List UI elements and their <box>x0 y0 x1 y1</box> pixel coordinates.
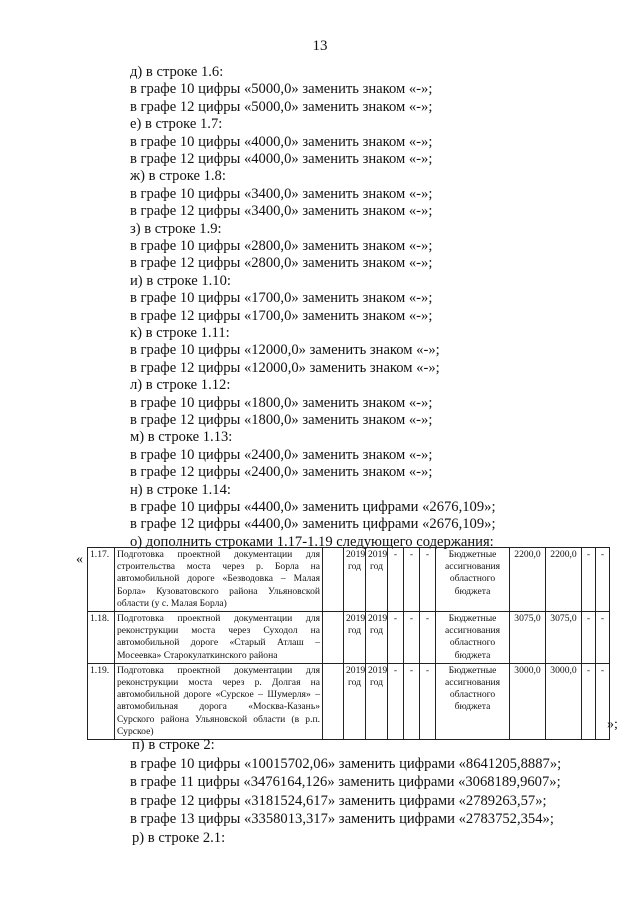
description-cell: Подготовка проектной документации для реконструкции моста через Суходол на автомобильной дороге «Старый Атлаш – Мосеевка» Старокулаткинского района <box>115 612 323 664</box>
instruction-line: н) в строке 1.14: <box>130 481 231 498</box>
row-number-cell: 1.19. <box>88 663 115 739</box>
empty-cell <box>323 612 344 664</box>
description-cell: Подготовка проектной документации для строительства моста через р. Борла на автомобильной дороге «Безводовка – Малая Борла» Кузоватовского района Ульяновской области (у с. Малая Борла) <box>115 548 323 612</box>
instruction-line: в графе 10 цифры «1700,0» заменить знаком «-»; <box>130 290 433 307</box>
dash-cell: - <box>388 663 404 739</box>
instruction-line: в графе 12 цифры «3181524,617» заменить цифрами «2789263,57»; <box>130 792 547 809</box>
instruction-line: о) дополнить строками 1.17-1.19 следующего содержания: <box>130 533 494 550</box>
row-number-cell: 1.17. <box>88 548 115 612</box>
amount-total-cell: 2200,0 <box>510 548 546 612</box>
dash-cell: - <box>582 612 596 664</box>
instruction-line: в графе 12 цифры «2800,0» заменить знаком «-»; <box>130 255 433 272</box>
instruction-line: п) в строке 2: <box>132 737 215 753</box>
dash-cell: - <box>388 612 404 664</box>
dash-cell: - <box>404 663 420 739</box>
table-row <box>88 548 610 612</box>
funding-source-cell: Бюджетные ассигнования областного бюджета <box>436 663 510 739</box>
quote-open: « <box>76 552 83 567</box>
instruction-line: в графе 12 цифры «1700,0» заменить знаком «-»; <box>130 307 433 324</box>
page-number: 13 <box>312 38 328 54</box>
instruction-line: и) в строке 1.10: <box>130 272 231 289</box>
start-year-cell: 2019 год <box>344 612 366 664</box>
instruction-line: в графе 10 цифры «5000,0» заменить знаком «-»; <box>130 81 433 98</box>
instruction-line: л) в строке 1.12: <box>130 377 231 394</box>
instruction-line: в графе 10 цифры «1800,0» заменить знаком «-»; <box>130 394 433 411</box>
dash-cell: - <box>420 663 436 739</box>
instruction-line: в графе 12 цифры «2400,0» заменить знаком «-»; <box>130 464 433 481</box>
start-year-cell: 2019 год <box>344 548 366 612</box>
instruction-line: в графе 12 цифры «4000,0» заменить знаком «-»; <box>130 151 433 167</box>
instruction-line: в графе 10 цифры «4400,0» заменить цифрами «2676,109»; <box>130 499 496 515</box>
instruction-line: в графе 10 цифры «12000,0» заменить знаком «-»; <box>130 342 440 359</box>
dash-cell: - <box>404 612 420 664</box>
instruction-line: в графе 10 цифры «4000,0» заменить знаком «-»; <box>130 133 433 150</box>
description-cell: Подготовка проектной документации для реконструкции моста через р. Долгая на автомобильной дороге «Сурское – Шумерля» – автомобильная дорога «Москва-Казань» Сурского района Ульяновской области (в р.п. Сурское) <box>115 663 323 739</box>
instruction-line: в графе 13 цифры «3358013,317» заменить цифрами «2783752,354»; <box>130 811 554 828</box>
instruction-line: в графе 12 цифры «1800,0» заменить знаком «-»; <box>130 412 433 428</box>
dash-cell: - <box>582 663 596 739</box>
empty-cell <box>323 663 344 739</box>
end-year-cell: 2019 год <box>366 663 388 739</box>
instruction-line: ж) в строке 1.8: <box>130 168 226 185</box>
dash-cell: - <box>420 548 436 612</box>
dash-cell: - <box>420 612 436 664</box>
dash-cell: - <box>388 548 404 612</box>
funding-source-cell: Бюджетные ассигнования областного бюджета <box>436 548 510 612</box>
quote-close: »; <box>607 717 618 732</box>
empty-cell <box>323 548 344 612</box>
amount-year-cell: 3000,0 <box>546 663 582 739</box>
dash-cell: - <box>596 548 610 612</box>
instruction-line: в графе 11 цифры «3476164,126» заменить цифрами «3068189,9607»; <box>130 774 561 791</box>
amount-year-cell: 3075,0 <box>546 612 582 664</box>
instruction-line: з) в строке 1.9: <box>130 220 222 237</box>
instruction-line: м) в строке 1.13: <box>130 429 233 446</box>
instruction-line: е) в строке 1.7: <box>130 116 223 133</box>
table-row <box>88 663 610 739</box>
instruction-line: в графе 10 цифры «2800,0» заменить знаком «-»; <box>130 238 433 254</box>
dash-cell: - <box>596 612 610 664</box>
instruction-line: в графе 12 цифры «5000,0» заменить знаком «-»; <box>130 98 433 115</box>
dash-cell: - <box>582 548 596 612</box>
instruction-line: в графе 12 цифры «4400,0» заменить цифрами «2676,109»; <box>130 516 496 533</box>
amount-year-cell: 2200,0 <box>546 548 582 612</box>
instruction-line: в графе 10 цифры «10015702,06» заменить цифрами «8641205,8887»; <box>130 755 562 772</box>
amount-total-cell: 3075,0 <box>510 612 546 664</box>
instruction-line: в графе 12 цифры «12000,0» заменить знаком «-»; <box>130 359 440 376</box>
instruction-line: в графе 12 цифры «3400,0» заменить знаком «-»; <box>130 203 433 220</box>
end-year-cell: 2019 год <box>366 612 388 664</box>
instruction-line: д) в строке 1.6: <box>130 64 224 80</box>
amendment-table <box>87 547 605 740</box>
funding-source-cell: Бюджетные ассигнования областного бюджета <box>436 612 510 664</box>
table-row <box>88 612 610 664</box>
dash-cell: - <box>596 663 610 739</box>
instruction-line: р) в строке 2.1: <box>132 830 226 846</box>
start-year-cell: 2019 год <box>344 663 366 739</box>
amount-total-cell: 3000,0 <box>510 663 546 739</box>
end-year-cell: 2019 год <box>366 548 388 612</box>
dash-cell: - <box>404 548 420 612</box>
instruction-line: в графе 10 цифры «2400,0» заменить знаком «-»; <box>130 446 433 463</box>
instruction-line: в графе 10 цифры «3400,0» заменить знаком «-»; <box>130 185 433 202</box>
row-number-cell: 1.18. <box>88 612 115 664</box>
instruction-line: к) в строке 1.11: <box>130 325 230 341</box>
